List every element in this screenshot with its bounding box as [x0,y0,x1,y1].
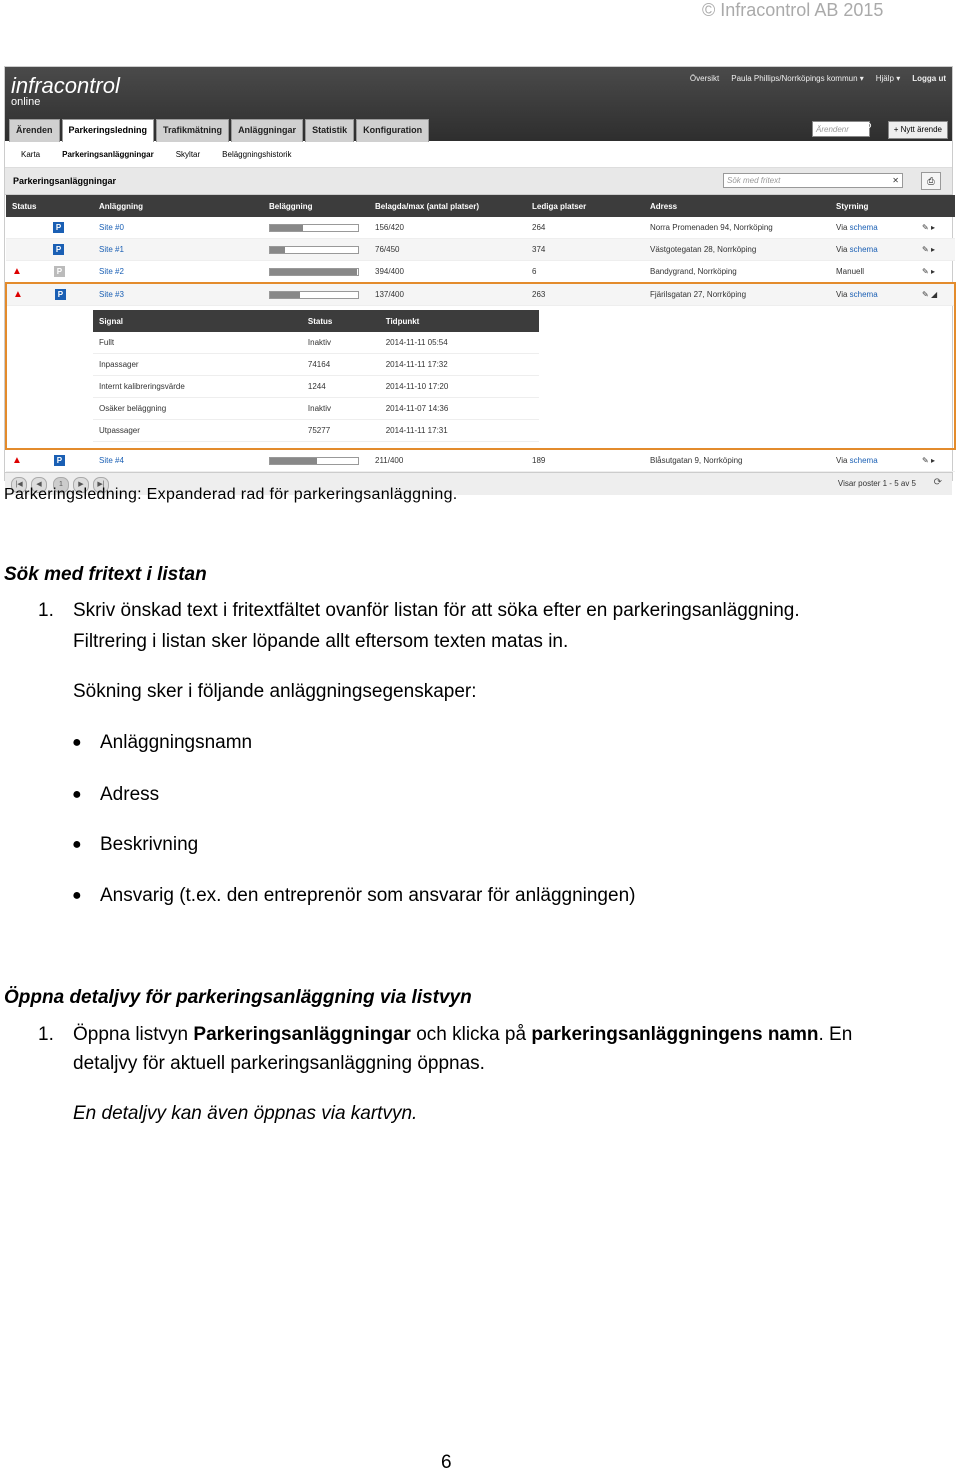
expand-arrow-icon[interactable]: ◢ [930,290,938,299]
control-mode: Manuell [830,261,916,284]
top-links [690,74,946,83]
site-name-link[interactable]: Site #0 [99,223,124,232]
col-belaggning[interactable]: Beläggning [263,195,369,217]
signal-cell: 2014-11-11 05:54 [380,332,539,354]
bullet-4: Ansvarig (t.ex. den entreprenör som ansvarar för anläggningen) [100,885,636,906]
new-case-button[interactable]: + Nytt ärende [888,121,948,139]
freetext-filter-input[interactable]: Sök med fritext ✕ [723,173,903,188]
logo-subtitle: online [11,96,41,108]
tab-anlaggningar[interactable]: Anläggningar [231,119,303,142]
col-adress[interactable]: Adress [644,195,830,217]
s1-line1: Skriv önskad text i fritextfältet ovanför listan för att söka efter en parkeringsanläggning. [73,600,800,621]
case-search-input[interactable]: Ärendenr [812,121,870,137]
warning-icon: ▲ [12,455,22,466]
occupancy-value: 76/450 [369,239,526,261]
user-menu[interactable]: Paula Phillips/Norrköpings kommun ▾ [731,74,864,83]
signal-row [93,420,539,442]
occupancy-value: 211/400 [369,449,526,472]
site-name-link[interactable]: Site #2 [99,267,124,276]
table-row[interactable] [6,239,955,261]
signal-cell: 2014-11-10 17:20 [380,376,539,398]
tab-statistik[interactable]: Statistik [305,119,354,142]
address: Västgotegatan 28, Norrköping [644,239,830,261]
copyright-text: © Infracontrol AB 2015 [702,0,884,20]
signal-cell: Fullt [93,332,302,354]
signal-row [93,332,539,354]
s1-number: 1. [38,600,54,621]
bullet-dot: ● [72,887,82,904]
next-page-icon[interactable]: ▶ [73,477,89,493]
warning-icon: ▲ [12,266,22,277]
parking-icon: P [54,266,65,277]
last-page-icon[interactable]: ▶| [93,477,109,493]
control-mode: Via schema [830,449,916,472]
expand-arrow-icon[interactable]: ▸ [930,245,935,254]
signal-cell: Inpassager [93,354,302,376]
parking-icon: P [54,455,65,466]
facility-table [5,195,956,472]
s2-note: En detaljvy kan även öppnas via kartvyn. [73,1103,418,1124]
signal-col: Status [302,310,380,332]
free-spaces: 6 [526,261,644,284]
control-mode: Via schema [830,217,916,239]
bullet-3: Beskrivning [100,834,199,855]
occupancy-bar [269,457,359,465]
parking-icon: P [53,222,64,233]
page-number-button[interactable]: 1 [53,477,69,493]
occupancy-bar [269,291,359,299]
overview-link[interactable]: Översikt [689,74,720,83]
table-row[interactable] [6,217,955,239]
occupancy-value: 156/420 [369,217,526,239]
s1-intro: Sökning sker i följande anläggningsegenskaper: [73,681,477,702]
col-anlaggning[interactable]: Anläggning [93,195,263,217]
site-name-link[interactable]: Site #4 [99,456,124,465]
clear-icon[interactable]: ✕ [892,176,899,185]
edit-icon[interactable]: ✎ [922,267,929,276]
sub-nav [5,141,952,168]
top-bar [5,67,952,141]
figure-caption: Parkeringsledning: Expanderad rad för parkeringsanläggning. [4,486,458,503]
signal-col: Tidpunkt [380,310,539,332]
page-number: 6 [441,1452,452,1473]
signal-row [93,398,539,420]
s1-line2: Filtrering i listan sker löpande allt eftersom texten matas in. [73,631,569,652]
tab-konfiguration[interactable]: Konfiguration [356,119,429,142]
signal-cell: 1244 [302,376,380,398]
signal-cell: Utpassager [93,420,302,442]
refresh-icon[interactable]: ⟳ [933,477,942,488]
signal-cell: Internt kalibreringsvärde [93,376,302,398]
occupancy-bar [269,224,359,232]
subtab-karta[interactable]: Karta [21,149,41,159]
prev-page-icon[interactable]: ◀ [31,477,47,493]
col-styrning[interactable]: Styrning [830,195,916,217]
address: Blåsutgatan 9, Norrköping [644,449,830,472]
col-lediga-platser[interactable]: Lediga platser [526,195,644,217]
expanded-detail-row [6,306,955,450]
section2-heading: Öppna detaljvy för parkeringsanläggning via listvyn [4,987,472,1008]
address: Norra Promenaden 94, Norrköping [644,217,830,239]
occupancy-bar [269,268,359,276]
expand-arrow-icon[interactable]: ▸ [930,267,935,276]
table-row[interactable] [6,261,955,284]
edit-icon[interactable]: ✎ [922,456,929,465]
signal-row [93,376,539,398]
tab-trafikmatning[interactable]: Trafikmätning [156,119,229,142]
signal-table [93,310,539,442]
subtab-parkeringsanlaggningar[interactable]: Parkeringsanläggningar [62,149,154,159]
s2-line1: Öppna listvyn Parkeringsanläggningar och klicka på parkeringsanläggningens namn. En [73,1024,853,1045]
bullet-2: Adress [100,784,160,805]
signal-cell: 2014-11-07 14:36 [380,398,539,420]
help-menu[interactable]: Hjälp ▾ [875,74,901,83]
bullet-dot: ● [72,836,82,853]
site-name-link[interactable]: Site #3 [99,290,124,299]
subtab-skyltar[interactable]: Skyltar [175,149,201,159]
signal-row [93,354,539,376]
free-spaces: 263 [526,283,644,306]
search-icon[interactable]: ⚲ [864,122,872,133]
occupancy-bar [269,246,359,254]
app-screenshot [4,66,953,488]
signal-cell: 2014-11-11 17:32 [380,354,539,376]
bullet-1: Anläggningsnamn [100,732,253,753]
col-status[interactable]: Status [6,195,93,217]
free-spaces: 374 [526,239,644,261]
bullet-dot: ● [72,734,82,751]
expand-arrow-icon[interactable]: ▸ [930,456,935,465]
bullet-dot: ● [72,786,82,803]
signal-cell: 75277 [302,420,380,442]
edit-icon[interactable]: ✎ [922,223,929,232]
parking-icon: P [53,244,64,255]
pager-info: Visar poster 1 - 5 av 5 [837,479,916,488]
edit-icon[interactable]: ✎ [922,290,929,299]
panel-header [5,168,952,195]
signal-cell: 2014-11-11 17:31 [380,420,539,442]
signal-cell: Osäker beläggning [93,398,302,420]
table-row[interactable] [6,283,955,306]
free-spaces: 189 [526,449,644,472]
col-belagda-max[interactable]: Belagda/max (antal platser) [369,195,526,217]
subtab-belaggningshistorik[interactable]: Beläggningshistorik [222,149,292,159]
logo: infracontrol [11,73,120,98]
section1-heading: Sök med fritext i listan [4,564,207,585]
tab-parkeringsledning[interactable]: Parkeringsledning [62,119,155,142]
parking-icon: P [55,289,66,300]
s2-number: 1. [38,1024,54,1045]
signal-cell: Inaktiv [302,332,380,354]
s2-line2: detaljvy för aktuell parkeringsanläggning öppnas. [73,1053,485,1074]
edit-icon[interactable]: ✎ [922,245,929,254]
signal-col: Signal [93,310,302,332]
signal-cell: 74164 [302,354,380,376]
warning-icon: ▲ [13,289,23,300]
main-nav [9,119,429,142]
first-page-icon[interactable]: |◀ [11,477,27,493]
occupancy-value: 137/400 [369,283,526,306]
tab-arenden[interactable]: Ärenden [9,119,60,142]
occupancy-value: 394/400 [369,261,526,284]
table-row[interactable] [6,449,955,472]
print-icon[interactable]: ⎙ [921,172,941,190]
control-mode: Via schema [830,239,916,261]
logout-link[interactable]: Logga ut [912,74,946,83]
signal-cell: Inaktiv [302,398,380,420]
address: Bandygrand, Norrköping [644,261,830,284]
site-name-link[interactable]: Site #1 [99,245,124,254]
free-spaces: 264 [526,217,644,239]
panel-title: Parkeringsanläggningar [13,176,117,186]
control-mode: Via schema [830,283,916,306]
address: Fjärilsgatan 27, Norrköping [644,283,830,306]
expand-arrow-icon[interactable]: ▸ [930,223,935,232]
